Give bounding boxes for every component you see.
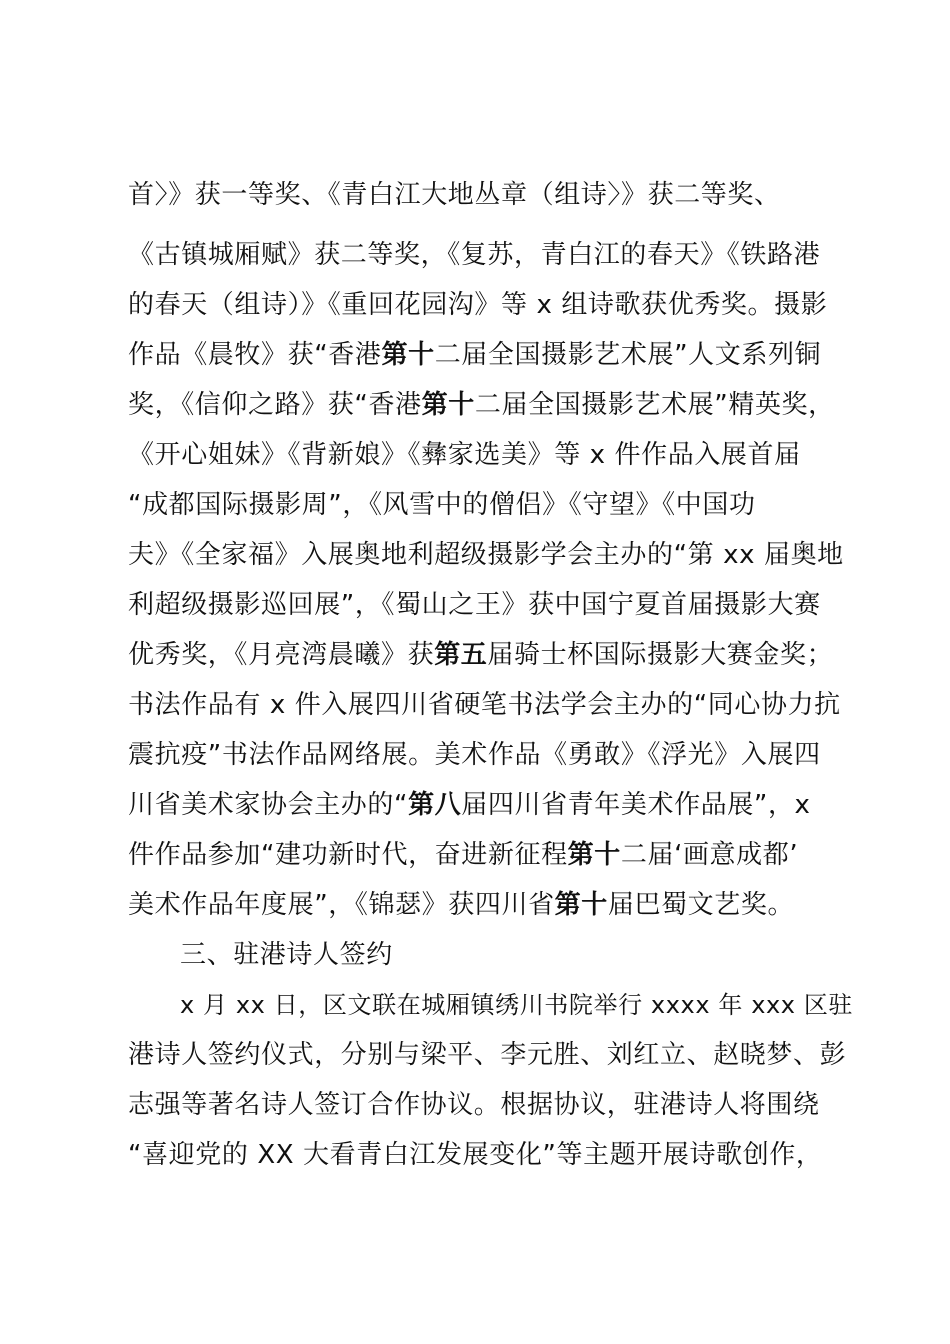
body-text-line: 优秀奖，《月亮湾晨曦》获第五届骑士杯国际摄影大赛金奖； — [128, 640, 834, 670]
body-text-line: 书法作品有 x 件入展四川省硬笔书法学会主办的“同心协力抗 — [128, 690, 841, 720]
body-text-line: 《开心姐妹》《背新娘》《彝家选美》等 x 件作品入展首届 — [128, 440, 801, 470]
body-text-line: 震抗疫”书法作品网络展。美术作品《勇敢》《浮光》入展四 — [128, 740, 821, 770]
body-text-line: 川省美术家协会主办的“第八届四川省青年美术作品展”，x — [128, 790, 811, 820]
body-text-line: 作品《晨牧》获“香港第十二届全国摄影艺术展”人文系列铜 — [128, 340, 822, 370]
paragraph-line: 志强等著名诗人签订合作协议。根据协议，驻港诗人将围绕 — [128, 1090, 820, 1120]
body-text-line: 的春天（组诗）》《重回花园沟》等 x 组诗歌获优秀奖。摄影 — [128, 290, 828, 320]
paragraph-line: “喜迎党的 XX 大看青白江发展变化”等主题开展诗歌创作， — [128, 1140, 823, 1170]
body-text-line: 奖，《信仰之路》获“香港第十二届全国摄影艺术展”精英奖， — [128, 390, 835, 420]
paragraph-line: x 月 xx 日，区文联在城厢镇绣川书院举行 xxxx 年 xxx 区驻 — [180, 991, 854, 1019]
body-text-line: 夫》《全家福》入展奥地利超级摄影学会主办的“第 xx 届奥地 — [128, 540, 844, 570]
body-text-line: “成都国际摄影周”，《风雪中的僧侣》《守望》《中国功 — [128, 490, 756, 520]
body-text-line: 首〉》获一等奖、《青白江大地丛章（组诗〉》获二等奖、 — [128, 180, 781, 210]
body-text-line: 件作品参加“建功新时代，奋进新征程第十二届‘画意成都’ — [128, 840, 799, 870]
section-heading: 三、驻港诗人签约 — [180, 940, 393, 970]
body-text-line: 利超级摄影巡回展”，《蜀山之王》获中国宁夏首届摄影大赛 — [128, 590, 821, 620]
body-text-line: 美术作品年度展”，《锦瑟》获四川省第十届巴蜀文艺奖。 — [128, 890, 795, 920]
paragraph-line: 港诗人签约仪式，分别与梁平、李元胜、刘红立、赵晓梦、彭 — [128, 1040, 847, 1070]
body-text-line: 《古镇城厢赋》获二等奖，《复苏，青白江的春天》《铁路港 — [128, 240, 821, 270]
